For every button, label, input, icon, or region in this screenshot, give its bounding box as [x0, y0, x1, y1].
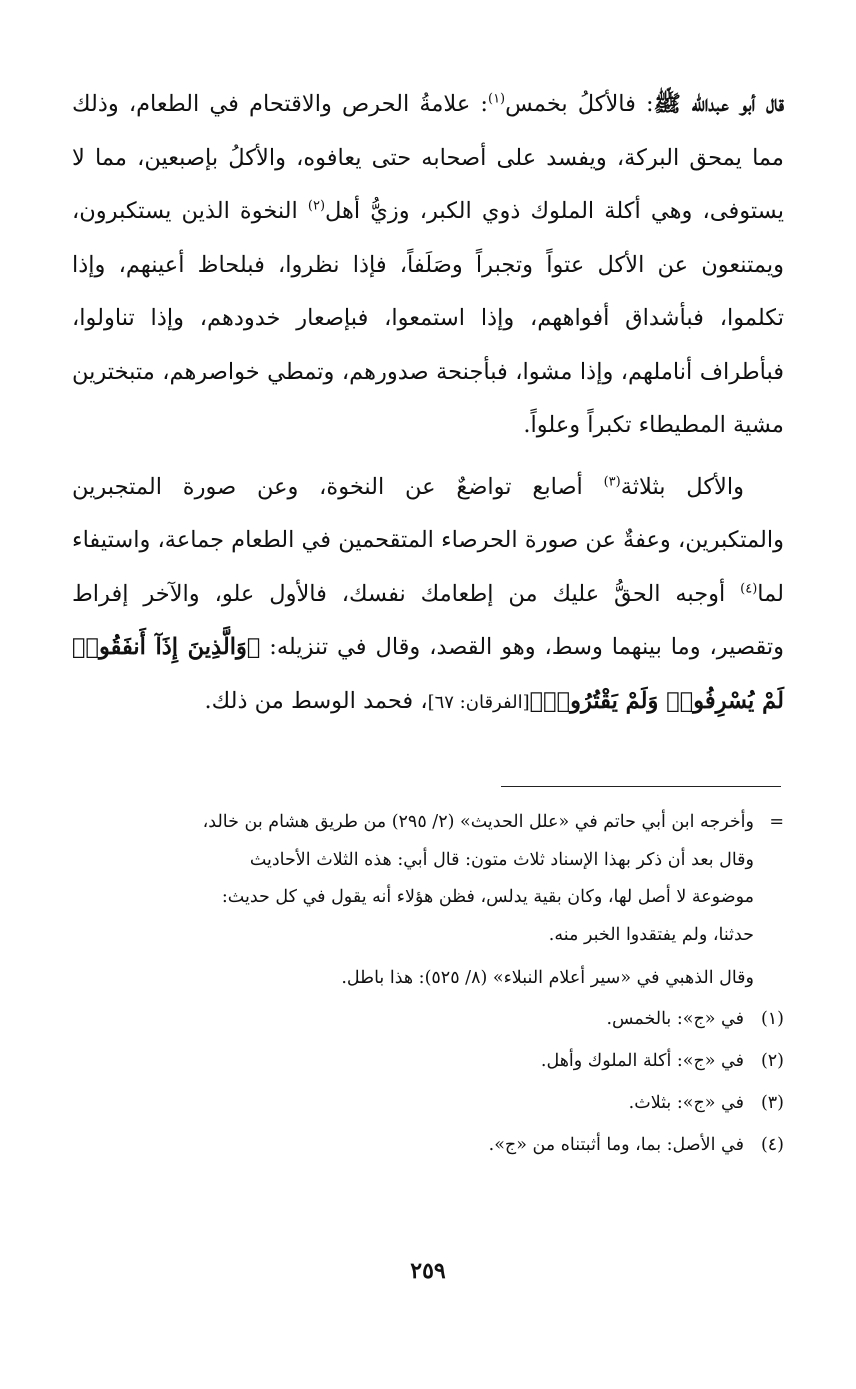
paragraph-text: : علامةُ الحرص والاقتحام في الطعام، وذلك مما يمحق البركة، ويفسد على أصحابه حتى يعافوه، والأكلُ بإصبعين، مما لا يستوفى، وهي أكلة الملوك ذوي الكبر، وزيُّ أهل — [72, 91, 784, 224]
dhahabi-text: وقال الذهبي في «سير أعلام النبلاء» (٨/ ٥٢٥): هذا باطل. — [341, 968, 754, 988]
footnote-divider — [501, 786, 781, 787]
paragraph-2 — [72, 461, 784, 730]
paragraph-text: أصابع تواضعٌ عن النخوة، وعن صورة المتجبرين والمتكبرين، وعفةٌ عن صورة الحرصاء المتقحمين في الطعام جماعة، واستيفاء لما — [71, 473, 784, 607]
continuation-text: حدثنا، ولم يفتقدوا الخبر منه. — [548, 924, 754, 945]
continuation-text: موضوعة لا أصل لها، وكان بقية يدلس، فظن هؤلاء أنه يقول في كل حديث: — [221, 887, 754, 907]
footnote-number: (٣) — [760, 1092, 784, 1113]
quran-reference: [الفرقان: ٦٧] — [427, 691, 530, 713]
main-text — [72, 78, 784, 729]
paragraph-text: ، فحمد الوسط من ذلك. — [204, 687, 428, 714]
continuation-text: وأخرجه ابن أبي حاتم في «علل الحديث» (٢/ ٢٩٥) من طريق هشام بن خالد، — [202, 812, 754, 832]
footnote-item — [72, 1082, 784, 1124]
paragraph-text: : فالأكلُ بخمس — [505, 91, 654, 117]
quran-bracket-close: ﴾ — [529, 687, 544, 714]
footnote-item — [72, 1124, 784, 1166]
footnote-number: (١) — [760, 1008, 784, 1029]
quran-verse: وَالَّذِينَ إِذَآ أَنفَقُوا۟ لَمْ يُسْرِفُوا۟ وَلَمْ يَقْتُرُوا۟ — [72, 634, 784, 714]
footnote-item — [72, 1040, 784, 1082]
paragraph-lead: قال أبو عبدالله ﷺ — [653, 91, 784, 117]
footnote-number: (٤) — [760, 1134, 784, 1155]
footnote-text: في «ج»: بثلاث. — [628, 1092, 744, 1113]
footnote-continuation-line — [72, 879, 784, 917]
paragraph-text: أوجبه الحقُّ عليك من إطعامك نفسك، فالأول علو، والآخر إفراط وتقصير، وما بينهما وسط، وهو القصد، وقال في تنزيله: — [72, 580, 784, 660]
footnotes — [72, 804, 784, 1166]
footnote-ref-3: (٣) — [603, 474, 621, 489]
paragraph-1 — [72, 78, 784, 453]
footnote-ref-2: (٢) — [307, 198, 326, 214]
footnote-continuation-line — [72, 804, 784, 842]
page-number: ٢٥٩ — [410, 1258, 446, 1284]
continuation-mark: = — [769, 812, 784, 832]
paragraph-text: النخوة الذين يستكبرون، ويمتنعون عن الأكل عتواً وتجبراً وصَلَفاً، فإذا نظروا، فبلحاظ أعينهم، وإذا تكلموا، فبأشداق أفواههم، وإذا استمعوا، فبإصعار خدودهم، وإذا تناولوا، فبأطراف أناملهم، وإذا مشوا، فبأجنحة صدورهم، وتمطي خواصرهم، متبخترين مشية المطيطاء تكبراً وعلواً. — [72, 198, 784, 438]
footnote-item — [72, 998, 784, 1040]
footnote-text: في «ج»: بالخمس. — [606, 1008, 744, 1029]
paragraph-text: والأكل بثلاثة — [620, 473, 744, 500]
footnote-dhahabi-line — [72, 960, 784, 998]
footnote-text: في «ج»: أكلة الملوك وأهل. — [540, 1050, 744, 1071]
footnote-text: في الأصل: بما، وما أثبتناه من «ج». — [488, 1134, 744, 1155]
footnote-ref-1: (١) — [487, 91, 506, 107]
footnote-continuation-line — [72, 842, 784, 880]
footnote-number: (٢) — [760, 1050, 784, 1071]
quran-bracket-open: ﴿ — [246, 634, 261, 660]
footnote-continuation-line — [72, 917, 784, 955]
footnote-ref-4: (٤) — [740, 581, 758, 596]
continuation-text: وقال بعد أن ذكر بهذا الإسناد ثلاث متون: قال أبي: هذه الثلاث الأحاديث — [249, 849, 754, 870]
